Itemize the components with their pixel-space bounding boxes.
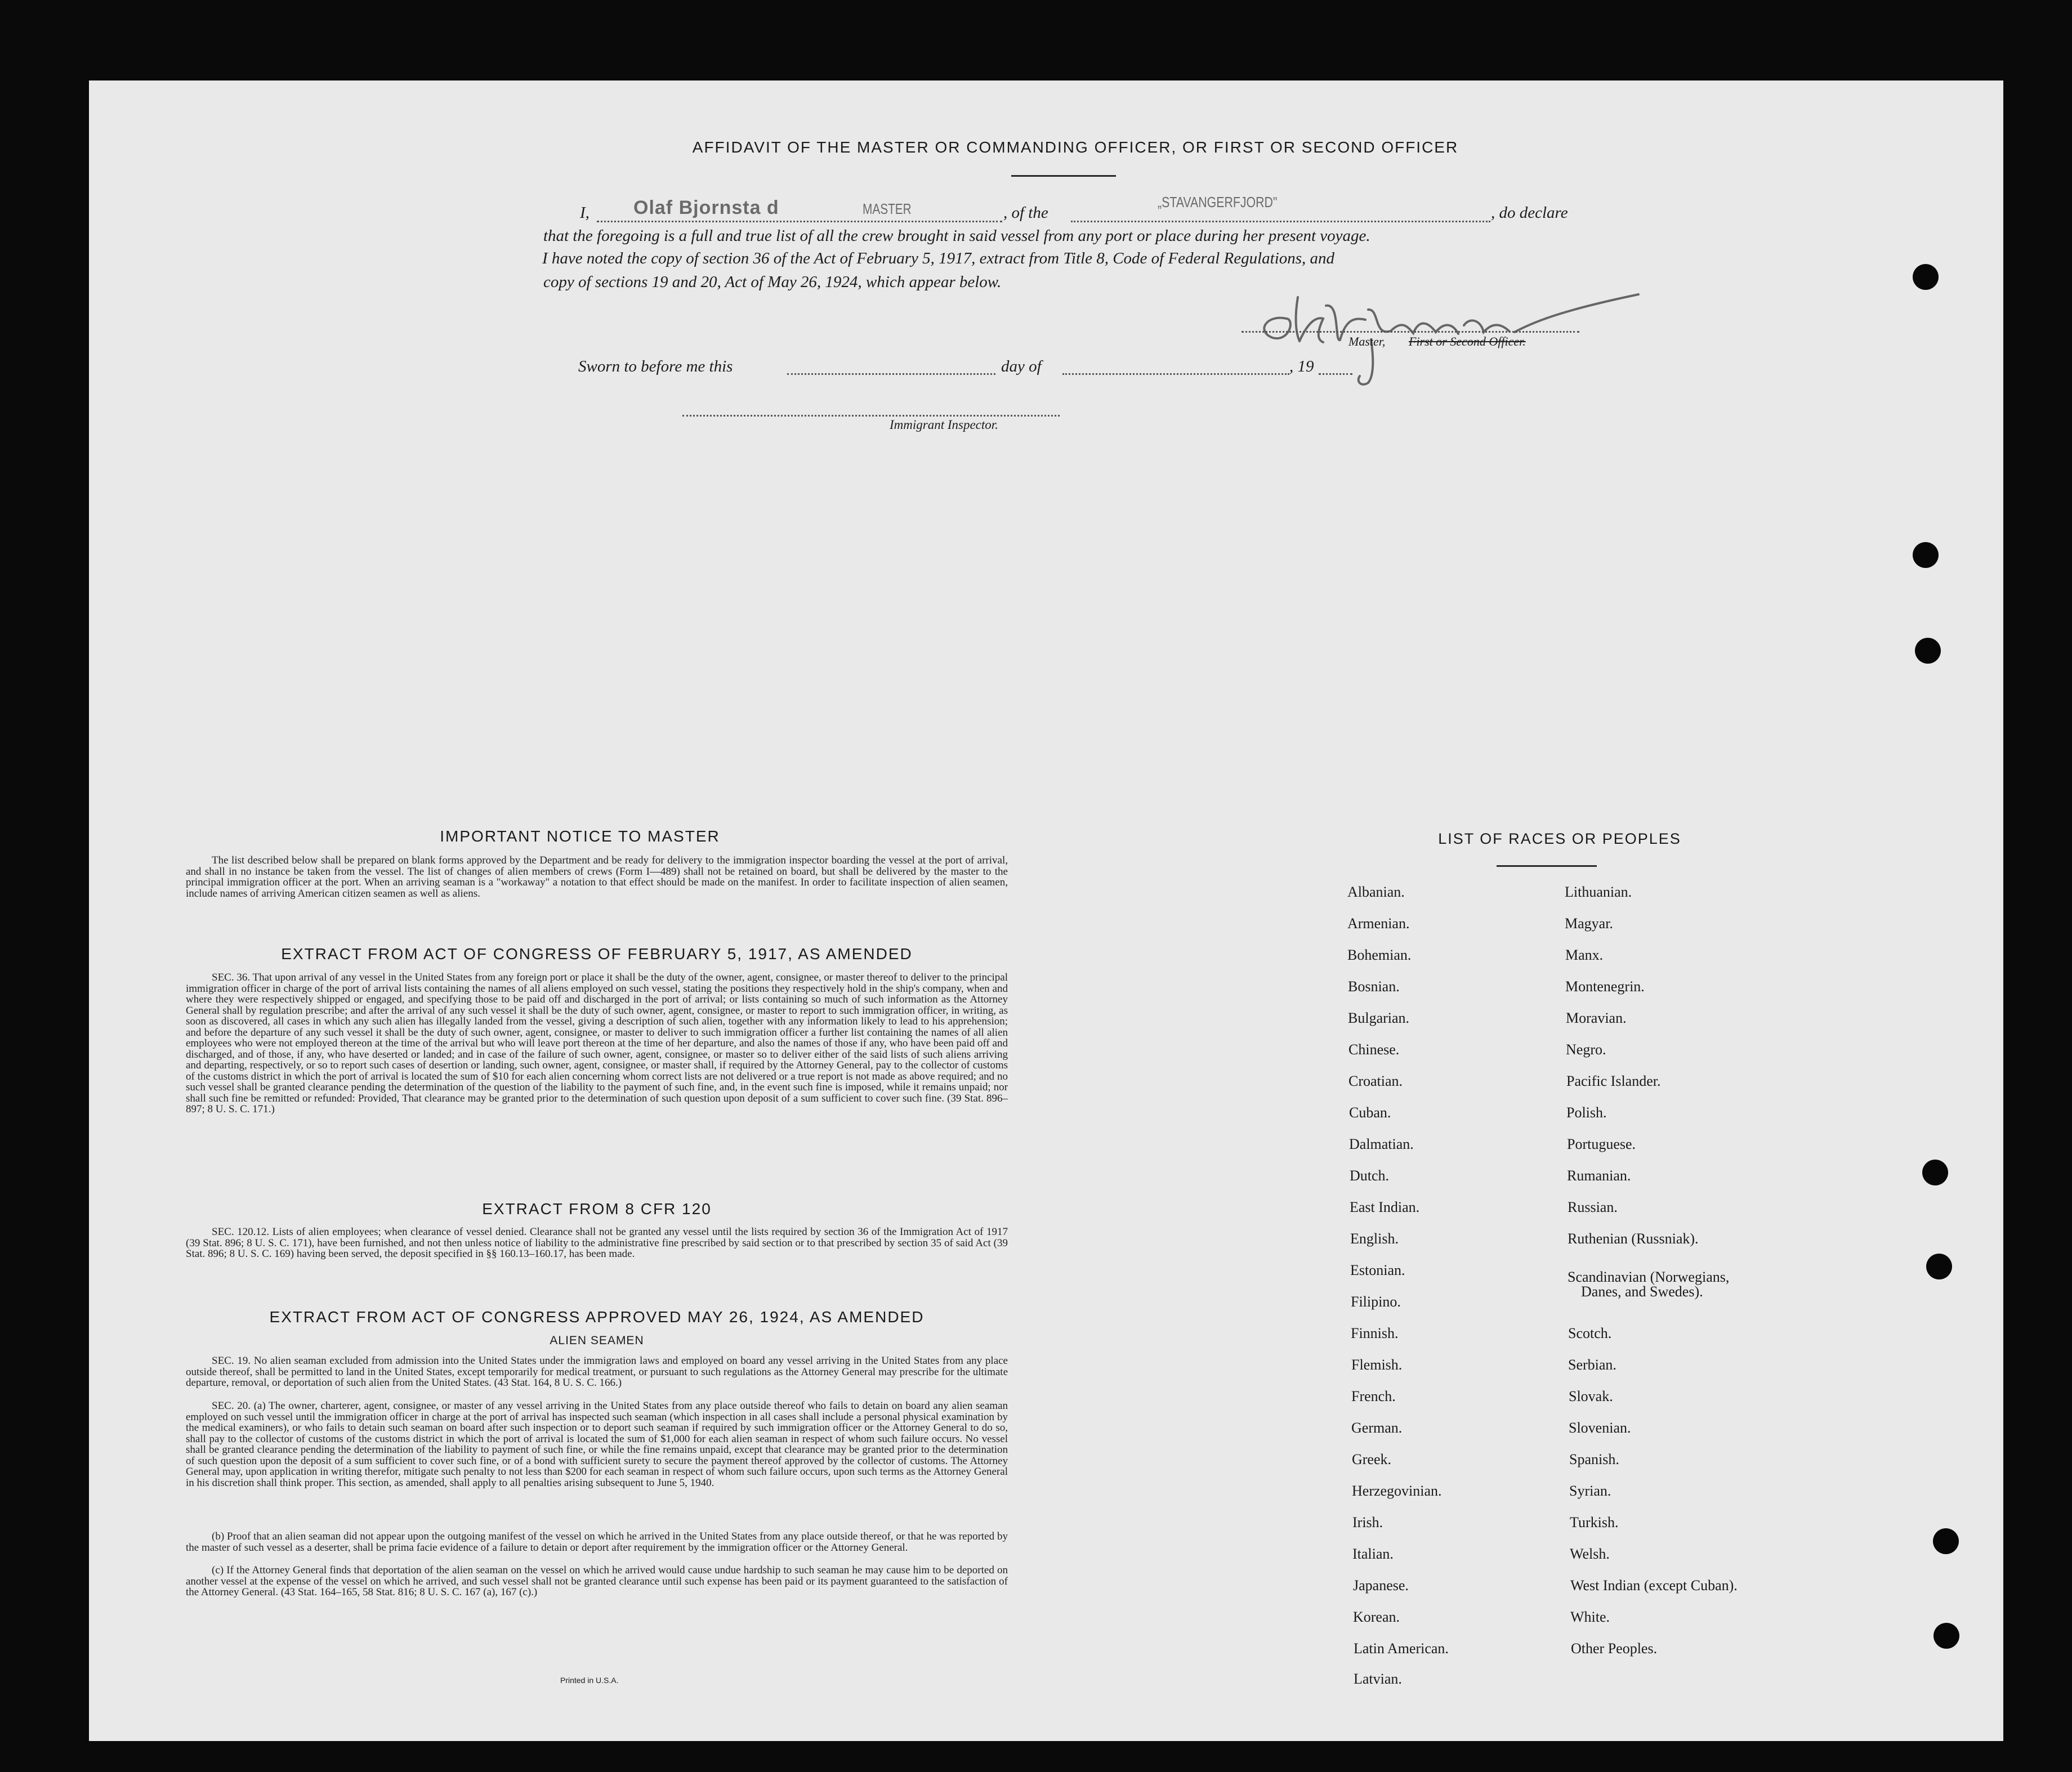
race-item: Cuban. bbox=[1349, 1104, 1391, 1121]
extract-cfr-text: SEC. 120.12. Lists of alien employees; when clearance of vessel denied. Clearance shall not be granted any vessel until the lists required by section 36 of the Immigration Act of 1917 (39 Stat. 896; 8 U. S. C. 171), have been furnished, and not then unless notice of liability to the administrative fine prescribed by said section or to that prescribed by section 35 of said Act (39 Stat. 896; 8 U. S. C. 169) having been served, the deposit specified in §§ 160.13–160.17, has been made. bbox=[186, 1226, 1008, 1260]
inspector-caption: Immigrant Inspector. bbox=[890, 418, 998, 432]
extract-1924-heading: EXTRACT FROM ACT OF CONGRESS APPROVED MAY 26, 1924, AS AMENDED bbox=[269, 1308, 925, 1326]
affidavit-title: AFFIDAVIT OF THE MASTER OR COMMANDING OFFICER, OR FIRST OR SECOND OFFICER bbox=[692, 138, 1459, 156]
race-item: Chinese. bbox=[1348, 1041, 1400, 1058]
punch-hole bbox=[1922, 1160, 1948, 1185]
race-item: Spanish. bbox=[1569, 1451, 1619, 1467]
race-item: Scandinavian (Norwegians, bbox=[1568, 1269, 1730, 1285]
officer-name-stamp: Olaf Bjornsta d bbox=[633, 197, 779, 218]
punch-hole bbox=[1913, 264, 1939, 290]
race-item: White. bbox=[1570, 1609, 1610, 1625]
race-item: Syrian. bbox=[1569, 1483, 1611, 1499]
sec19-text: SEC. 19. No alien seaman excluded from admission into the United States under the immigration laws and employed on board any vessel arriving in the United States from any place outside thereof, shall be permitted to land in the United States, except temporarily for medical treatment, or pursuant to such regulations as the Attorney General may prescribe for the ultimate departure, removal, or deportation of such alien from the United States. (43 Stat. 164, 8 U. S. C. 166.) bbox=[186, 1355, 1008, 1389]
race-item: Portuguese. bbox=[1567, 1136, 1636, 1152]
sec20a-text: SEC. 20. (a) The owner, charterer, agent, consignee, or master of any vessel arriving in the United States from any place outside thereof who fails to detain on board any alien seaman employed on such vessel until the immigration officer in charge at the port of arrival has inspected such seaman (which inspection in all cases shall include a personal physical examination by the medical examiners), or who fails to detain such seaman on board after such inspection or to deport such seaman if required by such immigration officer or the Attorney General to do so, shall pay to the collector of customs of the customs district in which the port of arrival is located the sum of $1,000 for each alien seaman in respect of whom such failure occurs. No vessel shall be granted clearance pending the determination of the liability to payment of such fine, or while the fine remains unpaid, except that clearance may be granted prior to the determination of such question upon the deposit of a sum sufficient to cover such fine, or of a bond with sufficient surety to secure the payment thereof approved by the collector of customs. The Attorney General may, upon application in writing therefor, mitigate such penalty to not less than $200 for each seaman in respect of whom such failure occurs, upon such terms as the Attorney General in his discretion shall think proper. This section, as amended, shall apply to all penalties arising subsequent to June 5, 1940. bbox=[186, 1400, 1008, 1489]
race-item: Other Peoples. bbox=[1571, 1640, 1658, 1657]
punch-hole bbox=[1933, 1623, 1959, 1649]
race-item: Polish. bbox=[1566, 1104, 1607, 1121]
race-item: Latvian. bbox=[1354, 1671, 1402, 1687]
race-item: Dutch. bbox=[1350, 1167, 1390, 1184]
affidavit-line-4: copy of sections 19 and 20, Act of May 26, 1924, which appear below. bbox=[543, 273, 1002, 291]
races-heading: LIST OF RACES OR PEOPLES bbox=[1438, 830, 1681, 847]
race-item: Pacific Islander. bbox=[1566, 1073, 1661, 1089]
notice-text: The list described below shall be prepared on blank forms approved by the Department and be ready for delivery to the immigration inspector boarding the vessel at the port of arrival, and shall in no instance be taken from the vessel. The list of changes of alien members of crews (Form I—489) shall not be retained on board, but shall be delivered by the master to the principal immigration officer at the port. When an arriving seaman is a "workaway" a notation to that effect should be made on the manifest. In order to facilitate inspection of alien seamen, include names of arriving American citizen seamen as well as aliens. bbox=[186, 854, 1008, 900]
do-declare-text: , do declare bbox=[1491, 204, 1568, 222]
race-item: Japanese. bbox=[1353, 1577, 1409, 1594]
race-item: Slovak. bbox=[1569, 1388, 1613, 1404]
year-text: , 19 bbox=[1289, 357, 1314, 375]
year-line bbox=[1319, 373, 1352, 375]
race-item: Lithuanian. bbox=[1565, 884, 1632, 900]
sworn-text: Sworn to before me this bbox=[578, 357, 733, 375]
race-item: Bohemian. bbox=[1347, 947, 1412, 963]
race-item: Albanian. bbox=[1347, 884, 1405, 900]
punch-hole bbox=[1926, 1254, 1952, 1279]
extract-1917-text: SEC. 36. That upon arrival of any vessel in the United States from any foreign port or place it shall be the duty of the owner, agent, consignee, or master thereof to deliver to the principal immigration officer in charge of the port of arrival lists containing the names of all aliens employed on such vessel, stating the positions they respectively hold in the ship's company, when and where they were respectively shipped or engaged, and specifying those to be paid off and discharged in the port of arrival; or lists containing so much of such information as the Attorney General shall by regulation prescribe; and after the arrival of any such vessel it shall be the duty of such owner, agent, consignee, or master to report to such immigration officer, in writing, as soon as discovered, all cases in which any such alien has illegally landed from the vessel, giving a description of such alien, together with any information likely to lead to his apprehension; and before the departure of any such vessel it shall be the duty of such owner, agent, consignee, or master to deliver to such immigration officer a further list containing the names of all alien employees who were not employed thereon at the time of the arrival but who will leave port thereon at the time of her departure, and also the names of those if any, who have been paid off and discharged, and of those, if any, who have deserted or landed; and in case of the failure of such owner, agent, consignee, or master so to deliver either of the said lists of such aliens arriving and departing, respectively, or so to report such cases of desertion or landing, such owner, agent, consignee, or master shall, if required by the Attorney General, pay to the collector of customs of the customs district in which the port of arrival is located the sum of $10 for each alien concerning whom correct lists are not delivered or a true report is not made as above required; and no such vessel shall be granted clearance pending the determination of the question of the liability to the payment of such fine, and, in the event such fine is imposed, while it remains unpaid; nor shall such fine be remitted or refunded: Provided, That clearance may be granted prior to the determination of such question upon deposit of a sum sufficient to cover such fine. (39 Stat. 896–897; 8 U. S. C. 171.) bbox=[186, 972, 1008, 1115]
race-item: Moravian. bbox=[1566, 1010, 1627, 1026]
race-item: Dalmatian. bbox=[1349, 1136, 1414, 1152]
punch-hole bbox=[1913, 542, 1939, 568]
signer-caption-struck: First or Second Officer. bbox=[1409, 334, 1526, 348]
punch-hole bbox=[1915, 638, 1941, 664]
race-item: Irish. bbox=[1352, 1514, 1383, 1531]
title-rule bbox=[1011, 175, 1116, 177]
race-item: Welsh. bbox=[1570, 1546, 1610, 1562]
race-item: German. bbox=[1351, 1420, 1403, 1436]
race-item: Manx. bbox=[1565, 947, 1604, 963]
race-item: Montenegrin. bbox=[1565, 978, 1645, 995]
race-item: Russian. bbox=[1568, 1199, 1618, 1215]
race-item: Slovenian. bbox=[1569, 1420, 1631, 1436]
printed-in-usa: Printed in U.S.A. bbox=[560, 1676, 619, 1685]
affidavit-line-3: I have noted the copy of section 36 of the Act of February 5, 1917, extract from Title 8, Code of Federal Regulations, and bbox=[542, 249, 1335, 267]
race-item: French. bbox=[1351, 1388, 1396, 1404]
race-item: Greek. bbox=[1352, 1451, 1392, 1467]
race-item: English. bbox=[1350, 1230, 1399, 1247]
day-of-text: day of bbox=[1001, 357, 1042, 375]
month-line bbox=[1062, 373, 1289, 375]
alien-seamen-subheading: ALIEN SEAMEN bbox=[550, 1334, 644, 1347]
of-the-text: , of the bbox=[1003, 204, 1048, 222]
sec20b-text: (b) Proof that an alien seaman did not appear upon the outgoing manifest of the vessel on which he arrived in the United States from any place outside thereof, or that he was reported by the master of such vessel as a deserter, shall be prima facie evidence of a failure to detain or deport after requirement by the immigration officer or the Attorney General. bbox=[186, 1531, 1008, 1554]
sworn-date-line bbox=[787, 373, 995, 375]
race-item: Croatian. bbox=[1348, 1073, 1403, 1089]
race-item: Korean. bbox=[1353, 1609, 1400, 1625]
race-item: Bosnian. bbox=[1348, 978, 1400, 995]
affidavit-i: I, bbox=[580, 204, 590, 222]
race-item: Serbian. bbox=[1568, 1357, 1616, 1373]
signature-line bbox=[1242, 331, 1579, 333]
inspector-signature-line bbox=[682, 415, 1060, 417]
race-item: West Indian (except Cuban). bbox=[1570, 1577, 1738, 1594]
extract-cfr-heading: EXTRACT FROM 8 CFR 120 bbox=[482, 1200, 712, 1218]
sec20c-text: (c) If the Attorney General finds that deportation of the alien seaman on the vessel on which he arrived would cause undue hardship to such seaman he may cause him to be deported on another vessel at the expense of the vessel on which he arrived, and such vessel shall not be granted clearance until such expense has been paid or its payment guaranteed to the satisfaction of the Attorney General. (43 Stat. 164–165, 58 Stat. 816; 8 U. S. C. 167 (a), 167 (c).) bbox=[186, 1564, 1008, 1598]
affidavit-line-2: that the foregoing is a full and true list of all the crew brought in said vessel from any port or place during her present voyage. bbox=[543, 227, 1370, 245]
notice-heading: IMPORTANT NOTICE TO MASTER bbox=[440, 827, 720, 845]
signer-caption-master: Master, bbox=[1348, 334, 1386, 348]
race-item: Scotch. bbox=[1568, 1325, 1612, 1341]
race-item: Ruthenian (Russniak). bbox=[1568, 1230, 1699, 1247]
race-item: Rumanian. bbox=[1567, 1167, 1631, 1184]
race-item: Armenian. bbox=[1347, 915, 1410, 932]
race-item: Finnish. bbox=[1351, 1325, 1399, 1341]
race-item: Herzegovinian. bbox=[1352, 1483, 1442, 1499]
race-item: Estonian. bbox=[1350, 1262, 1405, 1278]
race-item: Turkish. bbox=[1570, 1514, 1619, 1531]
race-item: Danes, and Swedes). bbox=[1581, 1283, 1703, 1300]
race-item: Negro. bbox=[1566, 1041, 1606, 1058]
vessel-name-stamp: „STAVANGERFJORD" bbox=[1158, 194, 1278, 211]
race-item: Italian. bbox=[1352, 1546, 1394, 1562]
race-item: East Indian. bbox=[1350, 1199, 1420, 1215]
extract-1917-heading: EXTRACT FROM ACT OF CONGRESS OF FEBRUARY 5, 1917, AS AMENDED bbox=[281, 945, 913, 963]
race-item: Filipino. bbox=[1351, 1294, 1401, 1310]
race-item: Magyar. bbox=[1565, 915, 1613, 932]
officer-rank-stamp: MASTER bbox=[863, 200, 912, 217]
name-line bbox=[597, 221, 1002, 222]
document-page bbox=[89, 80, 2003, 1741]
race-item: Flemish. bbox=[1351, 1357, 1403, 1373]
races-rule bbox=[1497, 865, 1597, 867]
race-item: Latin American. bbox=[1354, 1640, 1449, 1657]
race-item: Bulgarian. bbox=[1348, 1010, 1410, 1026]
punch-hole bbox=[1933, 1528, 1959, 1554]
vessel-line bbox=[1071, 221, 1490, 222]
